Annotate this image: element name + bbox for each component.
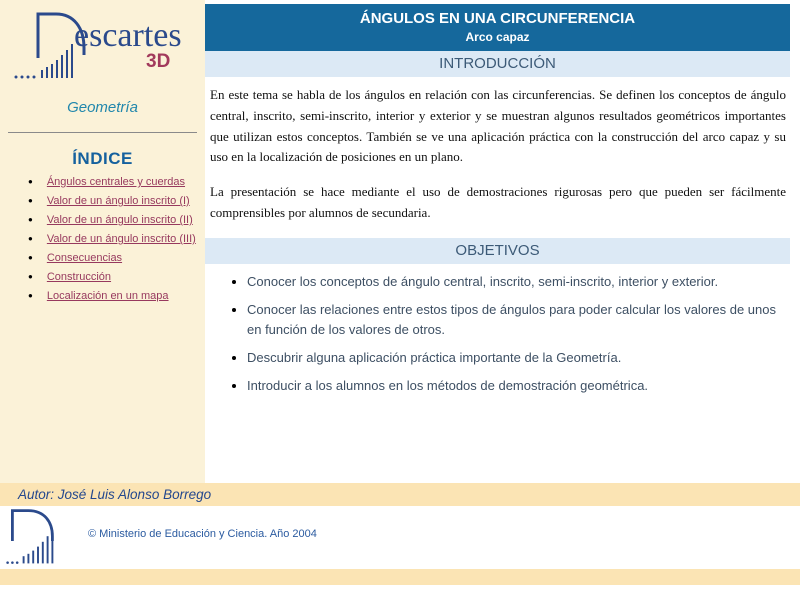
sidebar-link[interactable]: Construcción bbox=[46, 271, 112, 283]
descartes-logo-icon bbox=[8, 8, 198, 80]
sidebar-item bbox=[28, 290, 205, 302]
sidebar-link[interactable]: Ángulos centrales y cuerdas bbox=[46, 176, 186, 188]
page-title: ÁNGULOS EN UNA CIRCUNFERENCIA bbox=[359, 10, 636, 27]
bullet-icon: ● bbox=[28, 253, 33, 262]
sidebar-item bbox=[28, 271, 205, 283]
intro-paragraph-2: La presentación se hace mediante el uso de demostraciones rigurosas pero que pueden ser fácilmente comprensibles por alumnos de secundaria. bbox=[210, 184, 786, 220]
bullet-icon: ● bbox=[28, 272, 33, 281]
logo-word: escartes bbox=[74, 17, 182, 54]
objective-item: • Introducir a los alumnos en los métodos de demostración geométrica. bbox=[247, 376, 780, 396]
bullet-icon: ● bbox=[28, 196, 33, 205]
objetivos-list bbox=[205, 272, 790, 397]
footer-descartes-logo bbox=[6, 506, 70, 573]
sidebar-link[interactable]: Valor de un ángulo inscrito (III) bbox=[46, 233, 196, 245]
bullet-icon: ● bbox=[28, 215, 33, 224]
sidebar-link[interactable]: Consecuencias bbox=[46, 252, 123, 264]
introduccion-heading: INTRODUCCIÓN bbox=[205, 51, 790, 77]
sidebar bbox=[0, 0, 205, 483]
descartes-logo bbox=[0, 0, 205, 85]
page-subtitle: Arco capaz bbox=[465, 30, 530, 44]
intro-paragraph-1: En este tema se habla de los ángulos en relación con las circunferencias. Se definen los conceptos de ángulo central, inscrito, semi-inscrito, interior y exterior y se muestran algunos resultados geométricos importantes que utilizan estos conceptos. También se ve una aplicación práctica con la construcción del arco capaz y su uso en la localización de posiciones en un plano. bbox=[210, 87, 786, 165]
introduccion-body bbox=[205, 85, 790, 224]
bullet-icon: ● bbox=[28, 177, 33, 186]
logo-3d-label: 3D bbox=[146, 51, 171, 72]
author-bar bbox=[0, 483, 800, 506]
subject-title: Geometría bbox=[67, 99, 138, 116]
objective-item: • Descubrir alguna aplicación práctica importante de la Geometría. bbox=[247, 348, 780, 368]
objective-item: • Conocer los conceptos de ángulo central, inscrito, semi-inscrito, interior y exterior. bbox=[247, 272, 780, 292]
sidebar-item bbox=[28, 195, 205, 207]
index-title: ÍNDICE bbox=[72, 149, 133, 168]
copyright-text: © Ministerio de Educación y Ciencia. Año 2004 bbox=[88, 528, 317, 540]
sidebar-item bbox=[28, 252, 205, 264]
sidebar-item bbox=[28, 214, 205, 226]
sidebar-link[interactable]: Valor de un ángulo inscrito (I) bbox=[46, 195, 190, 207]
footer-logo-icon bbox=[6, 506, 70, 568]
sidebar-item bbox=[28, 176, 205, 188]
objective-item: • Conocer las relaciones entre estos tipos de ángulos para poder calcular los valores de unos en función de los valores de otros. bbox=[247, 300, 780, 340]
bullet-icon: ● bbox=[28, 234, 33, 243]
sidebar-divider bbox=[8, 132, 197, 133]
main-content bbox=[205, 4, 790, 404]
bullet-icon: ● bbox=[28, 291, 33, 300]
objetivos-heading: OBJETIVOS bbox=[205, 238, 790, 264]
author-text: Autor: José Luis Alonso Borrego bbox=[18, 487, 212, 502]
index-nav bbox=[0, 176, 205, 302]
bottom-accent-bar bbox=[0, 569, 800, 585]
sidebar-link[interactable]: Valor de un ángulo inscrito (II) bbox=[46, 214, 193, 226]
sidebar-link[interactable]: Localización en un mapa bbox=[46, 290, 169, 302]
sidebar-item bbox=[28, 233, 205, 245]
page-header bbox=[205, 4, 790, 51]
footer bbox=[0, 506, 800, 569]
